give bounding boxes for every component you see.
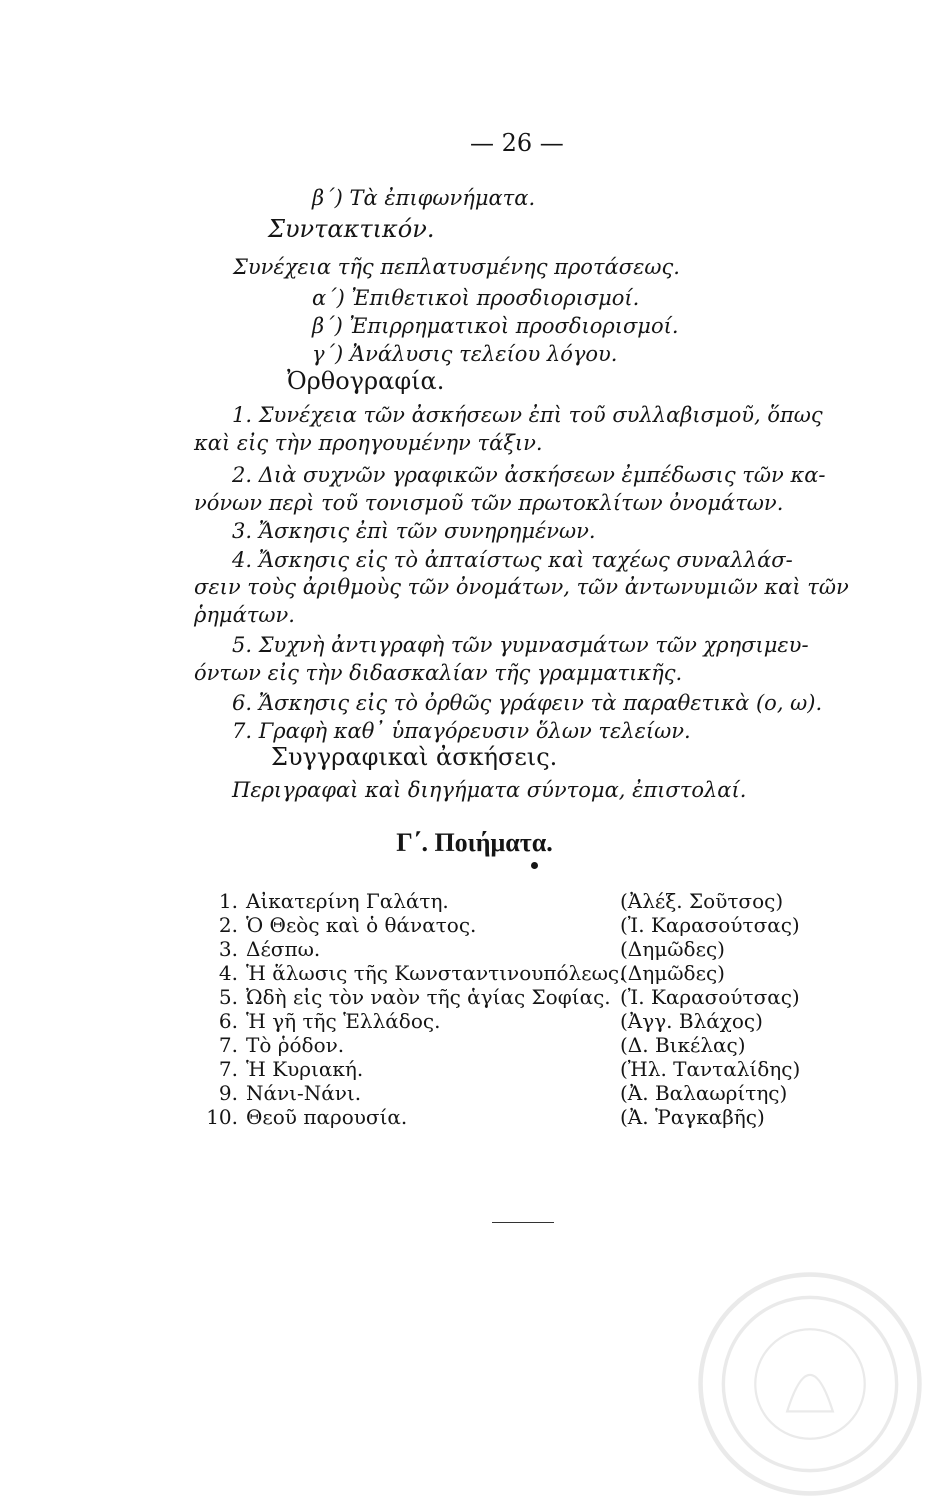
- poem-author: (Δημῶδες): [620, 961, 725, 985]
- poem-author: (Ἠλ. Τανταλίδης): [620, 1057, 801, 1081]
- poem-number: 7.: [218, 1033, 238, 1057]
- poem-number: 5.: [218, 985, 238, 1009]
- text-line: α΄) Ἐπιθετικοὶ προσδιορισμοί.: [312, 286, 640, 310]
- poem-number: 1.: [218, 889, 238, 913]
- section-title: Γ΄. Ποιήματα.: [396, 828, 553, 857]
- poem-title: Τὸ ῥόδον.: [246, 1033, 345, 1057]
- poem-author: (Δημῶδες): [620, 937, 725, 961]
- text-line: νόνων περὶ τοῦ τονισμοῦ τῶν πρωτοκλίτων ὀνομάτων.: [194, 491, 784, 515]
- page-number: — 26 —: [470, 129, 564, 157]
- text-line: Περιγραφαὶ καὶ διηγήματα σύντομα, ἐπιστολαί.: [232, 778, 747, 802]
- poem-number: 3.: [218, 937, 238, 961]
- text-line: όντων εἰς τὴν διδασκαλίαν τῆς γραμματικῆς.: [194, 661, 683, 685]
- text-line: 4. Ἄσκησις εἰς τὸ ἀπταίστως καὶ ταχέως συναλλάσ-: [232, 548, 793, 572]
- subheading-syntaktikon: Συντακτικόν.: [268, 215, 435, 243]
- text-line: β΄) Τὰ ἐπιφωνήματα.: [312, 186, 536, 210]
- text-line: ῥημάτων.: [194, 603, 295, 627]
- poem-title: Ὁ Θεὸς καὶ ὁ θάνατος.: [246, 913, 477, 937]
- poem-author: (Δ. Βικέλας): [620, 1033, 746, 1057]
- text-line: σειν τοὺς ἀριθμοὺς τῶν ὀνομάτων, τῶν ἀντωνυμιῶν καὶ τῶν: [194, 575, 849, 599]
- poem-title: Ἡ Κυριακή.: [246, 1057, 364, 1081]
- text-line: 3. Ἄσκησις ἐπὶ τῶν συνηρημένων.: [232, 519, 596, 543]
- poem-number: 9.: [218, 1081, 238, 1105]
- poem-title: Δέσπω.: [246, 937, 321, 961]
- poem-author: (Ἀ. Ῥαγκαβῆς): [620, 1105, 765, 1129]
- text-line: 5. Συχνὴ ἀντιγραφὴ τῶν γυμνασμάτων τῶν χρησιμευ-: [232, 633, 809, 657]
- text-line: β΄) Ἐπιρρηματικοὶ προσδιορισμοί.: [312, 314, 679, 338]
- text-line: 2. Διὰ συχνῶν γραφικῶν ἀσκήσεων ἐμπέδωσις τῶν κα-: [232, 463, 826, 487]
- poem-author: (Ἰ. Καρασούτσας): [620, 913, 800, 937]
- text-line: καὶ εἰς τὴν προηγουμένην τάξιν.: [194, 431, 543, 455]
- subheading-orthografia: Ὀρθογραφία.: [287, 367, 445, 395]
- library-seal-icon: [696, 1270, 924, 1498]
- text-line: 6. Ἄσκησις εἰς τὸ ὀρθῶς γράφειν τὰ παραθετικὰ (ο, ω).: [232, 691, 823, 715]
- poem-title: Ὠδὴ εἰς τὸν ναὸν τῆς ἁγίας Σοφίας.: [246, 985, 611, 1009]
- poem-number: 4.: [218, 961, 238, 985]
- poem-title: Νάνι-Νάνι.: [246, 1081, 362, 1105]
- poem-title: Θεοῦ παρουσία.: [246, 1105, 408, 1129]
- text-line: 1. Συνέχεια τῶν ἀσκήσεων ἐπὶ τοῦ συλλαβισμοῦ, ὅπως: [232, 403, 823, 427]
- poem-number: 6.: [218, 1009, 238, 1033]
- subheading-syngrafikai: Συγγραφικαὶ ἀσκήσεις.: [271, 743, 558, 771]
- poem-author: (Ἀγγ. Βλάχος): [620, 1009, 763, 1033]
- poem-title: Ἡ γῆ τῆς Ἑλλάδος.: [246, 1009, 441, 1033]
- closing-rule: [492, 1222, 554, 1223]
- poem-title: Αἰκατερίνη Γαλάτη.: [246, 889, 449, 913]
- poem-title: Ἡ ἅλωσις τῆς Κωνσταντινουπόλεως.: [246, 961, 626, 985]
- text-line: 7. Γραφὴ καθ᾽ ὑπαγόρευσιν ὅλων τελείων.: [232, 719, 691, 743]
- poem-number: 7.: [218, 1057, 238, 1081]
- poem-author: (Ἀ. Βαλαωρίτης): [620, 1081, 788, 1105]
- poem-author: (Ἰ. Καρασούτσας): [620, 985, 800, 1009]
- text-line: Συνέχεια τῆς πεπλατυσμένης προτάσεως.: [233, 255, 680, 279]
- poem-number: 10.: [206, 1105, 238, 1129]
- poem-author: (Ἀλέξ. Σοῦτσος): [620, 889, 784, 913]
- poem-number: 2.: [218, 913, 238, 937]
- text-line: γ΄) Ἀνάλυσις τελείου λόγου.: [312, 342, 618, 366]
- ornament-dot: [531, 862, 538, 869]
